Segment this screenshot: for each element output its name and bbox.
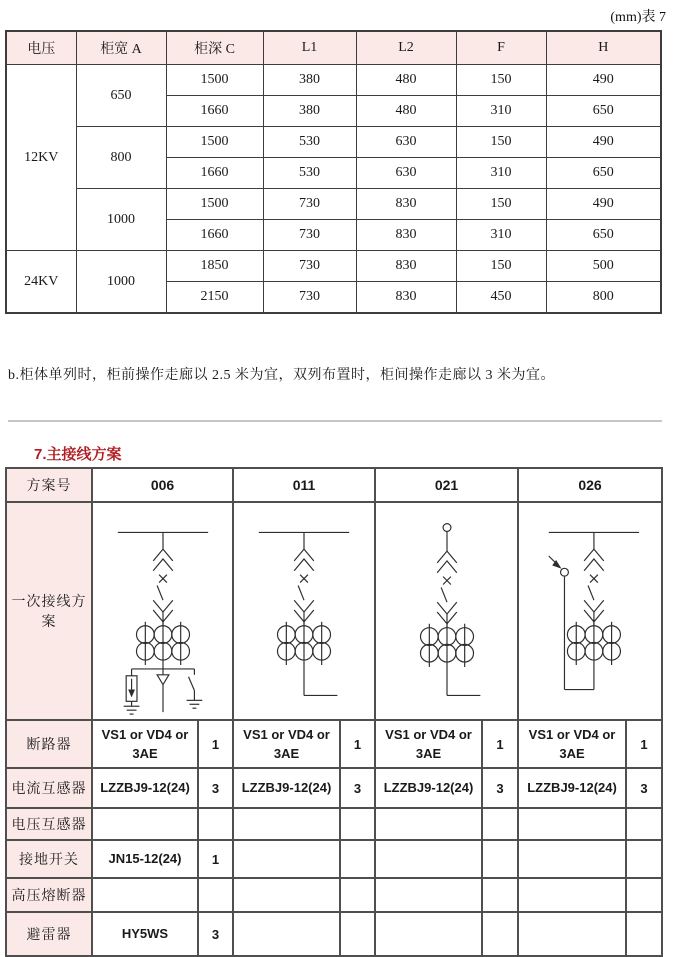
breaker-qty-026: 1 xyxy=(626,720,662,768)
scheme-026-header: 026 xyxy=(518,468,662,502)
width-cell-650: 650 xyxy=(76,65,166,127)
arrester-qty-026 xyxy=(626,912,662,956)
width-cell-800: 800 xyxy=(76,127,166,189)
section-divider xyxy=(8,420,662,422)
table-cell: 150 xyxy=(456,189,546,220)
row-label-earthing-switch: 接地开关 xyxy=(6,840,92,878)
section-title: 7.主接线方案 xyxy=(34,446,122,463)
breaker-qty-006: 1 xyxy=(198,720,233,768)
es-model-011 xyxy=(233,840,340,878)
scheme-011-header: 011 xyxy=(233,468,375,502)
fuse-model-026 xyxy=(518,878,626,912)
table-cell: 310 xyxy=(456,220,546,251)
ct-model-026: LZZBJ9-12(24) xyxy=(518,768,626,808)
ct-model-021: LZZBJ9-12(24) xyxy=(375,768,482,808)
table-cell: 2150 xyxy=(166,282,263,314)
fuse-model-011 xyxy=(233,878,340,912)
arrester-qty-011 xyxy=(340,912,375,956)
table-cell: 490 xyxy=(546,127,661,158)
table-cell: 1660 xyxy=(166,220,263,251)
table-row xyxy=(6,65,661,96)
scheme-table xyxy=(5,467,663,957)
scheme-026-diagram-cell xyxy=(518,502,662,720)
es-model-006: JN15-12(24) xyxy=(92,840,198,878)
table-cell: 500 xyxy=(546,251,661,282)
table-cell: 310 xyxy=(456,96,546,127)
vt-qty-011 xyxy=(340,808,375,840)
table-cell: 1850 xyxy=(166,251,263,282)
width-cell-1000b: 1000 xyxy=(76,251,166,314)
col-header-voltage: 电压 xyxy=(6,31,76,65)
ct-qty-006: 3 xyxy=(198,768,233,808)
breaker-model-006: VS1 or VD4 or 3AE xyxy=(92,720,198,768)
es-model-026 xyxy=(518,840,626,878)
arrester-qty-021 xyxy=(482,912,518,956)
col-header-f: F xyxy=(456,31,546,65)
scheme-021-diagram-cell xyxy=(375,502,518,720)
table-cell: 800 xyxy=(546,282,661,314)
col-header-l2: L2 xyxy=(356,31,456,65)
table-cell: 490 xyxy=(546,189,661,220)
breaker-model-021: VS1 or VD4 or 3AE xyxy=(375,720,482,768)
table-cell: 730 xyxy=(263,251,356,282)
table-cell: 150 xyxy=(456,127,546,158)
voltage-cell-24kv: 24KV xyxy=(6,251,76,314)
row-label-breaker: 断路器 xyxy=(6,720,92,768)
table-cell: 830 xyxy=(356,251,456,282)
table-cell: 480 xyxy=(356,65,456,96)
row-label-voltage-transformer: 电压互感器 xyxy=(6,808,92,840)
table-cell: 830 xyxy=(356,220,456,251)
diagram-row-label: 一次接线方案 xyxy=(6,502,92,720)
fuse-model-006 xyxy=(92,878,198,912)
table-row xyxy=(6,251,661,282)
vt-qty-006 xyxy=(198,808,233,840)
dimension-table-header-row xyxy=(6,31,661,65)
table-cell: 1660 xyxy=(166,158,263,189)
diagram-row xyxy=(6,502,662,720)
table-cell: 650 xyxy=(546,96,661,127)
scheme-021-header: 021 xyxy=(375,468,518,502)
table-cell: 630 xyxy=(356,127,456,158)
fuse-qty-021 xyxy=(482,878,518,912)
table-row xyxy=(6,127,661,158)
row-label-hv-fuse: 高压熔断器 xyxy=(6,878,92,912)
table-cell: 490 xyxy=(546,65,661,96)
table-cell: 480 xyxy=(356,96,456,127)
table-cell: 830 xyxy=(356,282,456,314)
row-label-surge-arrester: 避雷器 xyxy=(6,912,92,956)
ct-model-011: LZZBJ9-12(24) xyxy=(233,768,340,808)
arrester-qty-006: 3 xyxy=(198,912,233,956)
table-cell: 830 xyxy=(356,189,456,220)
table-cell: 530 xyxy=(263,127,356,158)
table-cell: 380 xyxy=(263,65,356,96)
es-qty-006: 1 xyxy=(198,840,233,878)
table-cell: 1660 xyxy=(166,96,263,127)
vt-qty-026 xyxy=(626,808,662,840)
table-cell: 380 xyxy=(263,96,356,127)
breaker-qty-011: 1 xyxy=(340,720,375,768)
vt-model-011 xyxy=(233,808,340,840)
table-cell: 1500 xyxy=(166,189,263,220)
col-header-h: H xyxy=(546,31,661,65)
surge-arrester-row xyxy=(6,912,662,956)
vt-model-006 xyxy=(92,808,198,840)
es-qty-026 xyxy=(626,840,662,878)
scheme-026-feeder-with-line-tap-diagram xyxy=(520,503,660,719)
ct-qty-021: 3 xyxy=(482,768,518,808)
table-cell: 730 xyxy=(263,189,356,220)
ct-model-006: LZZBJ9-12(24) xyxy=(92,768,198,808)
table-caption: (mm)表 7 xyxy=(610,10,666,25)
table-cell: 650 xyxy=(546,220,661,251)
es-qty-011 xyxy=(340,840,375,878)
scheme-number-label: 方案号 xyxy=(6,468,92,502)
breaker-model-011: VS1 or VD4 or 3AE xyxy=(233,720,340,768)
table-row xyxy=(6,189,661,220)
fuse-qty-026 xyxy=(626,878,662,912)
scheme-021-cable-inlet-feeder-diagram xyxy=(377,503,517,719)
table-cell: 530 xyxy=(263,158,356,189)
fuse-model-021 xyxy=(375,878,482,912)
arrester-model-021 xyxy=(375,912,482,956)
voltage-transformer-row xyxy=(6,808,662,840)
es-model-021 xyxy=(375,840,482,878)
es-qty-021 xyxy=(482,840,518,878)
table-cell: 1500 xyxy=(166,127,263,158)
scheme-006-diagram-cell xyxy=(92,502,233,720)
fuse-qty-011 xyxy=(340,878,375,912)
arrester-model-026 xyxy=(518,912,626,956)
vt-model-021 xyxy=(375,808,482,840)
ct-qty-026: 3 xyxy=(626,768,662,808)
table-cell: 310 xyxy=(456,158,546,189)
fuse-qty-006 xyxy=(198,878,233,912)
scheme-header-row xyxy=(6,468,662,502)
breaker-qty-021: 1 xyxy=(482,720,518,768)
table-cell: 150 xyxy=(456,251,546,282)
earthing-switch-row xyxy=(6,840,662,878)
arrester-model-011 xyxy=(233,912,340,956)
voltage-cell-12kv: 12KV xyxy=(6,65,76,251)
table-cell: 730 xyxy=(263,282,356,314)
current-transformer-row xyxy=(6,768,662,808)
table-cell: 730 xyxy=(263,220,356,251)
table-cell: 450 xyxy=(456,282,546,314)
col-header-l1: L1 xyxy=(263,31,356,65)
vt-model-026 xyxy=(518,808,626,840)
scheme-006-header: 006 xyxy=(92,468,233,502)
arrester-model-006: HY5WS xyxy=(92,912,198,956)
col-header-depth-c: 柜深 C xyxy=(166,31,263,65)
row-label-current-transformer: 电流互感器 xyxy=(6,768,92,808)
scheme-011-diagram-cell xyxy=(233,502,375,720)
table-cell: 1500 xyxy=(166,65,263,96)
table-cell: 650 xyxy=(546,158,661,189)
table-cell: 630 xyxy=(356,158,456,189)
breaker-row xyxy=(6,720,662,768)
table-cell: 150 xyxy=(456,65,546,96)
col-header-width-a: 柜宽 A xyxy=(76,31,166,65)
scheme-011-busbar-feeder-diagram xyxy=(234,503,374,719)
ct-qty-011: 3 xyxy=(340,768,375,808)
corridor-note: b.柜体单列时，柜前操作走廊以 2.5 米为宜，双列布置时，柜间操作走廊以 3 米为宜。 xyxy=(8,368,555,383)
vt-qty-021 xyxy=(482,808,518,840)
scheme-006-incoming-with-arrester-and-earthing-switch-diagram xyxy=(93,503,233,719)
hv-fuse-row xyxy=(6,878,662,912)
breaker-model-026: VS1 or VD4 or 3AE xyxy=(518,720,626,768)
width-cell-1000: 1000 xyxy=(76,189,166,251)
dimension-table xyxy=(5,30,662,314)
